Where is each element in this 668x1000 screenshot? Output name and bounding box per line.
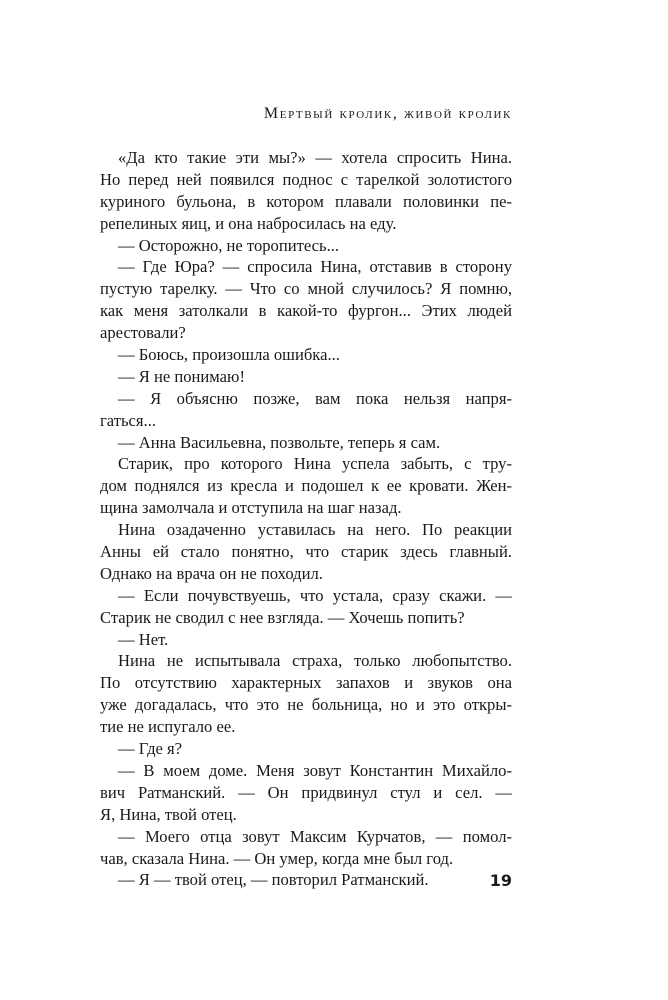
body-text [100,147,512,891]
text-line: — Анна Васильевна, позвольте, теперь я сам. [118,432,441,452]
text-line: репелиных яиц, и она набросилась на еду. [100,213,397,233]
text-line: — Моего отца зовут Максим Курчатов, — помол- [118,826,512,846]
text-line: тие не испугало ее. [100,717,236,737]
page-number: 19 [489,871,512,890]
text-line: — Где я? [118,739,183,759]
text-line: — Осторожно, не торопитесь... [118,235,340,255]
text-line: Нина не испытывала страха, только любопытство. [118,651,512,671]
text-line: арестовали? [100,323,186,343]
text-line: — Нет. [118,629,169,649]
text-line: Анны ей стало понятно, что старик здесь главный. [100,542,512,562]
text-line: — В моем доме. Меня зовут Константин Михайло- [118,760,512,780]
text-line: — Если почувствуешь, что устала, сразу скажи. — [118,585,512,605]
text-line: Старик, про которого Нина успела забыть, с тру- [118,454,512,474]
text-line: щина замолчала и отступила на шаг назад. [100,498,402,518]
running-head-title: Мертвый кролик, живой кролик [263,105,512,122]
text-line: Старик не сводил с нее взгляда. — Хочешь попить? [100,607,465,627]
text-line: чав, сказала Нина. — Он умер, когда мне был год. [100,848,454,868]
text-line: — Я не понимаю! [118,366,245,386]
text-line: — Где Юра? — спросила Нина, отставив в сторону [118,257,512,277]
text-line: куриного бульона, в котором плавали половинки пе- [100,191,512,211]
text-line: пустую тарелку. — Что со мной случилось? Я помню, [100,279,512,299]
text-line: Нина озадаченно уставилась на него. По реакции [118,520,512,540]
text-line: Я, Нина, твой отец. [100,804,237,824]
text-line: Однако на врача он не походил. [100,563,323,583]
text-line: вич Ратманский. — Он придвинул стул и сел. — [100,782,512,802]
text-line: уже догадалась, что это не больница, но и это откры- [100,695,512,715]
text-line: «Да кто такие эти мы?» — хотела спросить Нина. [118,148,512,167]
text-line: — Я — твой отец, — повторил Ратманский. [118,870,429,890]
text-line: дом поднялся из кресла и подошел к ее кровати. Жен- [100,476,512,496]
book-page [100,0,512,1000]
text-line: — Боюсь, произошла ошибка... [118,345,340,365]
text-line: Но перед ней появился поднос с тарелкой золотистого [100,169,512,189]
text-line: — Я объясню позже, вам пока нельзя напря- [118,388,512,408]
text-line: как меня затолкали в какой-то фургон... Этих людей [100,301,512,321]
text-line: По отсутствию характерных запахов и звуков она [100,673,512,693]
text-line: гаться... [100,410,157,430]
